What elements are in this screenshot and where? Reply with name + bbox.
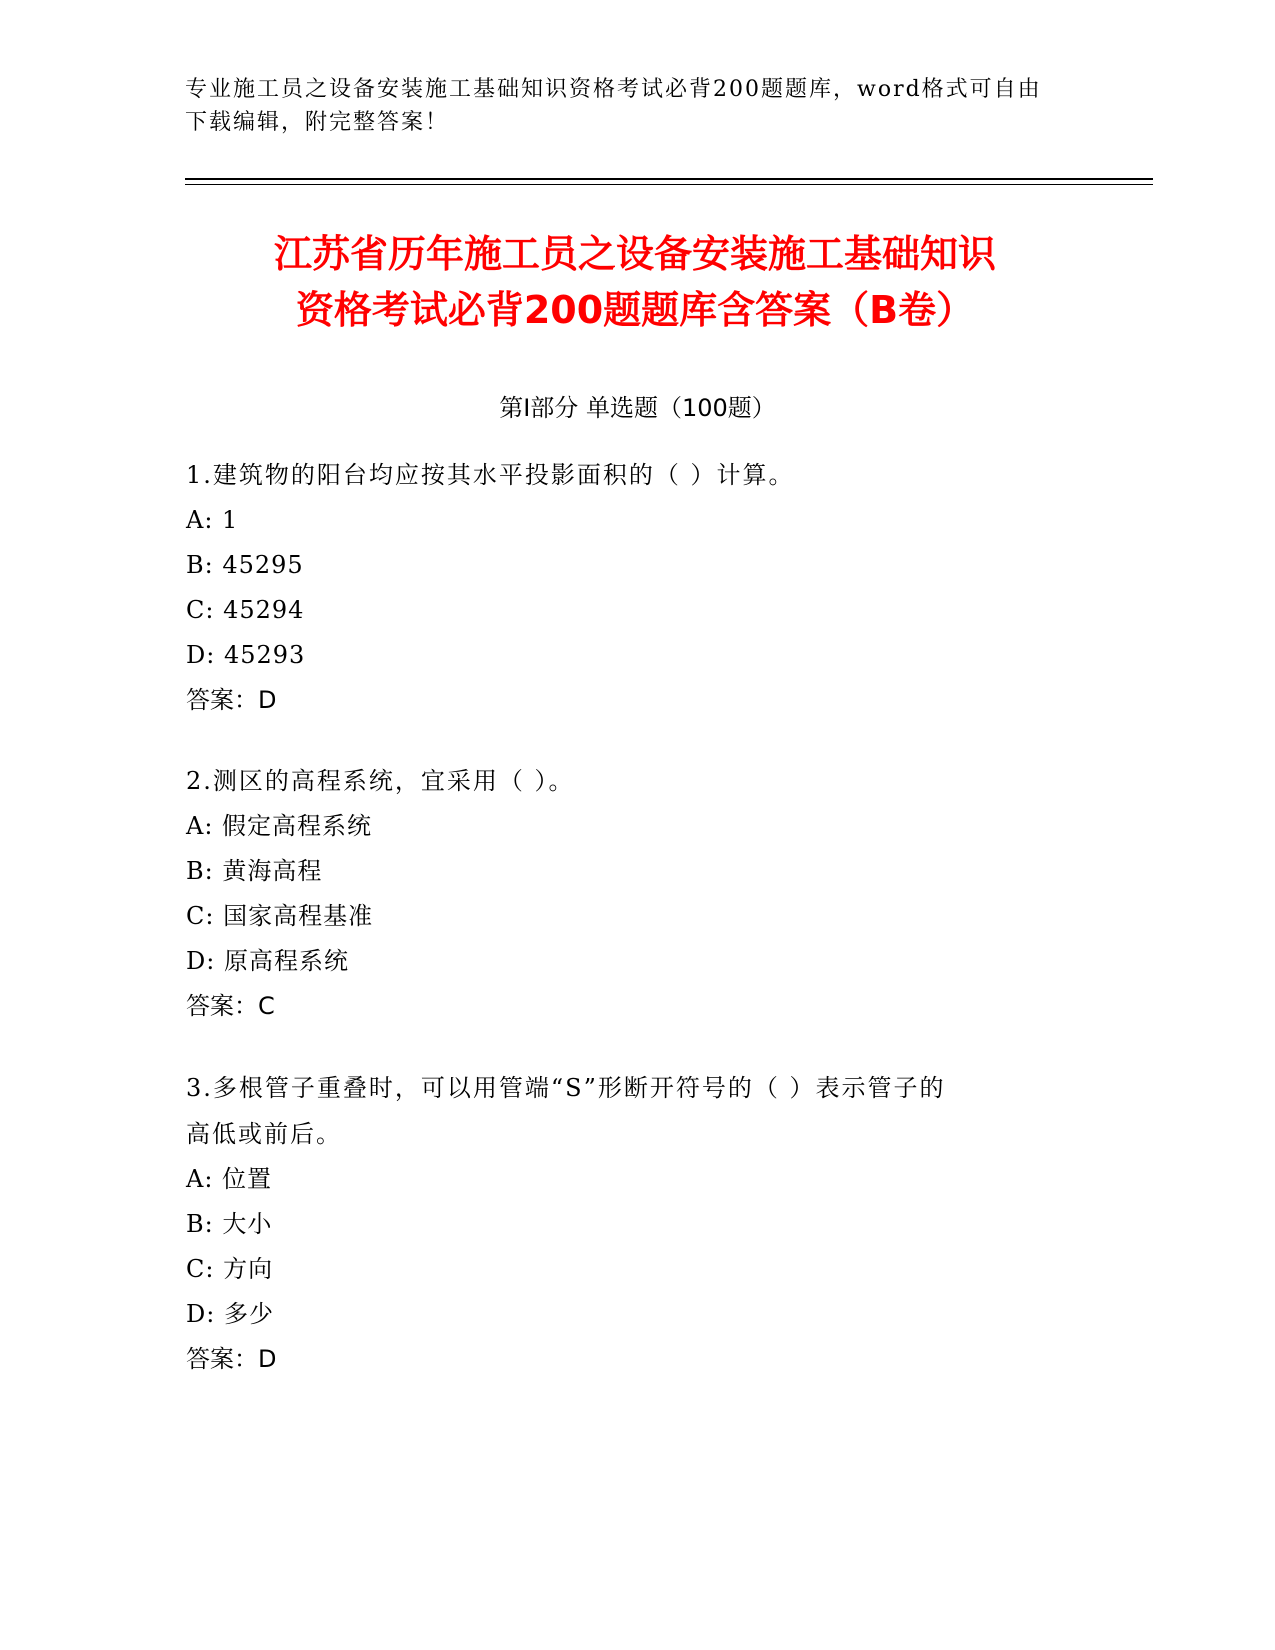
header-divider-thin [185, 184, 1153, 185]
option-b: B: 黄海高程 [186, 857, 323, 885]
answer: 答案：D [186, 686, 277, 714]
question-2 [186, 758, 1066, 1029]
option-a: A: 假定高程系统 [186, 812, 373, 840]
option-b: B: 45295 [186, 551, 304, 579]
document-title-line-2: 资格考试必背200题题库含答案（B卷） [295, 288, 975, 332]
question-1 [186, 452, 1066, 723]
question-3 [186, 1065, 1066, 1382]
header-note [185, 73, 1085, 139]
answer: 答案：D [186, 1345, 277, 1373]
option-d: D: 多少 [186, 1300, 274, 1328]
question-stem-line-2: 高低或前后。 [186, 1120, 342, 1148]
option-c: C: 方向 [186, 1255, 274, 1283]
header-note-line-2: 下载编辑，附完整答案！ [185, 110, 450, 135]
option-d: D: 原高程系统 [186, 947, 349, 975]
answer: 答案：C [186, 992, 275, 1020]
option-a: A: 1 [186, 506, 239, 534]
option-d: D: 45293 [186, 641, 306, 669]
header-note-line-1: 专业施工员之设备安装施工基础知识资格考试必背200题题库，word格式可自由 [185, 77, 1042, 102]
option-a: A: 位置 [186, 1165, 273, 1193]
question-stem: 1.建筑物的阳台均应按其水平投影面积的（ ）计算。 [186, 461, 795, 489]
question-stem-line-1: 3.多根管子重叠时，可以用管端“S”形断开符号的（ ）表示管子的 [186, 1074, 946, 1102]
question-stem: 2.测区的高程系统，宜采用（ ）。 [186, 767, 575, 795]
option-b: B: 大小 [186, 1210, 273, 1238]
document-title-line-1: 江苏省历年施工员之设备安装施工基础知识 [273, 232, 996, 276]
option-c: C: 国家高程基准 [186, 902, 374, 930]
option-c: C: 45294 [186, 596, 305, 624]
header-divider-thick [185, 178, 1153, 180]
document-title [150, 226, 1120, 338]
section-heading: 第Ⅰ部分 单选题（100题） [499, 394, 776, 422]
